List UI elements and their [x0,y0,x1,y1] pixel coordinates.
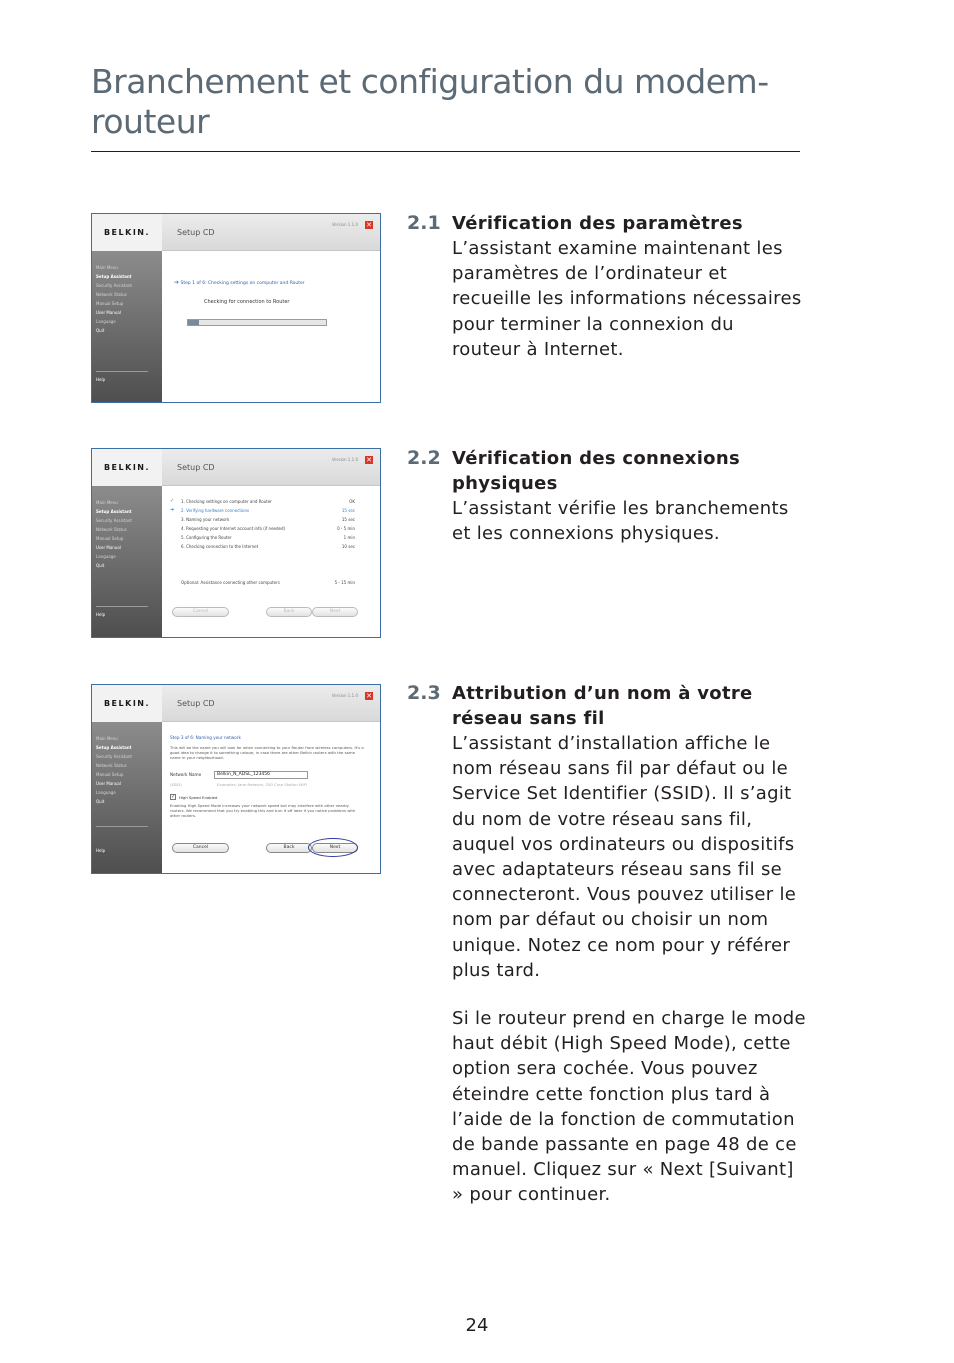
list-item-label: 3. Naming your network [181,517,230,522]
list-item [170,516,355,523]
step-title [174,279,305,286]
next-button[interactable]: Next [312,843,358,853]
list-item [170,525,355,532]
app-header [92,214,380,251]
app-sidebar [92,486,162,638]
examples-text: Examples: Jane Network, 250 Corp Station WiFi [217,782,307,787]
step-body [452,446,807,546]
high-speed-label: High Speed Enabled [179,795,218,800]
close-icon[interactable]: ✕ [366,456,372,464]
sidebar-item-main-menu[interactable]: Main Menu [96,265,118,270]
sidebar-item-main-menu[interactable]: Main Menu [96,500,118,505]
sidebar-item-main-menu[interactable]: Main Menu [96,736,118,741]
list-item [170,534,355,541]
sidebar-item-setup-assistant[interactable]: Setup Assistant [96,274,132,279]
optional-row [170,579,355,586]
cancel-button[interactable]: Cancel [172,607,229,617]
sidebar-item-manual-setup[interactable]: Manual Setup [96,301,124,306]
sidebar-item-user-manual[interactable]: User Manual [96,781,121,786]
sidebar-item-user-manual[interactable]: User Manual [96,310,121,315]
step-text-2: Si le routeur prend en charge le mode haut débit (High Speed Mode), cette option sera cochée. Vous pouvez éteindre cette fonction plus tard à l’aide de la fonction de commutation de bande passante en page 48 de ce manuel. Cliquez sur « Next [Suivant] » pour continuer. [452,1008,806,1206]
screenshot-checking-settings [91,213,381,403]
app-main [162,251,380,403]
high-speed-note: Enabling High Speed Mode increases your network speed but may interfere with other nearby routers. We recommend that you try enabling this and turn it off later if you notice problems with other routers. [170,803,356,818]
list-item-time: 10 sec [341,544,355,549]
sidebar-item-language[interactable]: Language [96,790,116,795]
brand-logo: BELKIN. [92,214,162,251]
page-title: Branchement et configuration du modem-routeur [91,62,769,141]
sidebar-item-network-status[interactable]: Network Status [96,527,127,532]
sidebar-item-quit[interactable]: Quit [96,563,105,568]
step-text: L’assistant d’installation affiche le nom réseau sans fil par défaut ou le Service Set Identifier (SSID). Il s’agit du nom de votre réseau sans fil, auquel vos ordinateurs ou dispositifs avec adaptateurs réseau sans fil se connecteront. Vous pouvez utiliser le nom par défaut ou choisir un nom unique. Notez ce nom pour y référer plus tard. [452,733,797,981]
list-item-label: 5. Configuring the Router [181,535,232,540]
step-number: 2.1 [407,212,441,234]
step-title-text: Step 1 of 6: Checking settings on computer and Router [180,281,305,286]
step-heading: Attribution d’un nom à votre réseau sans fil [452,683,753,729]
app-main [162,722,380,874]
network-name-label: Network Name [170,772,202,777]
sidebar-item-user-manual[interactable]: User Manual [96,545,121,550]
sidebar-item-quit[interactable]: Quit [96,328,105,333]
arrow-right-icon: ➔ [170,507,175,513]
checkmark-icon: ✓ [170,498,175,504]
cancel-button[interactable]: Cancel [172,843,229,853]
sidebar-item-manual-setup[interactable]: Manual Setup [96,536,124,541]
back-button[interactable]: Back [266,843,312,853]
app-sidebar [92,251,162,403]
sidebar-item-help[interactable]: Help [96,612,106,617]
list-item-time: 15 sec [341,508,355,513]
sidebar-item-network-status[interactable]: Network Status [96,292,127,297]
sidebar-item-security-assistant[interactable]: Security Assistant [96,283,132,288]
app-header [92,449,380,486]
highlight-ring [308,838,358,857]
status-text: Checking for connection to Router [204,299,290,305]
list-item-label: 1. Checking settings on computer and Router [181,499,272,504]
app-sidebar [92,722,162,874]
step-text: L’assistant examine maintenant les paramètres de l’ordinateur et recueille les informations nécessaires pour terminer la connexion du routeur à Internet. [452,238,802,360]
step-body [452,211,807,362]
step-heading: Vérification des paramètres [452,213,743,234]
close-icon[interactable]: ✕ [366,221,372,229]
progress-fill [188,320,199,325]
progress-bar [187,319,327,326]
list-item-time: 0 - 5 min [337,526,355,531]
brand-logo: BELKIN. [92,449,162,486]
sidebar-divider [96,606,148,607]
app-title: Setup CD [177,228,215,237]
list-item-time: 15 sec [341,517,355,522]
app-main [162,486,380,638]
step-number: 2.2 [407,447,441,469]
sidebar-item-setup-assistant[interactable]: Setup Assistant [96,509,132,514]
step-number: 2.3 [407,682,441,704]
arrow-right-icon: ➔ [174,279,180,286]
list-item [170,498,355,505]
app-title: Setup CD [177,463,215,472]
sidebar-item-manual-setup[interactable]: Manual Setup [96,772,124,777]
version-label: Version 1.1.0 [331,457,358,462]
sidebar-item-help[interactable]: Help [96,848,106,853]
step-title: Step 3 of 6: Naming your network [170,735,241,740]
list-item-time: 1 min [343,535,355,540]
high-speed-checkbox[interactable]: ✓ [171,794,176,800]
step-heading: Vérification des connexions physiques [452,448,740,494]
sidebar-item-language[interactable]: Language [96,319,116,324]
close-icon[interactable]: ✕ [366,692,372,700]
screenshot-naming-network [91,684,381,874]
sidebar-item-help[interactable]: Help [96,377,106,382]
sidebar-item-network-status[interactable]: Network Status [96,763,127,768]
brand-logo: BELKIN. [92,685,162,722]
version-label: Version 1.1.0 [331,693,358,698]
step-body [452,681,807,1208]
back-button[interactable]: Back [266,607,312,617]
optional-label: Optional: Assistance connecting other computers [181,580,280,585]
step-text: L’assistant vérifie les branchements et les connexions physiques. [452,498,789,545]
intro-text: This will be the name you will look for when connecting to your Router from wireless computers. It's a good idea to change it to something unique, in case there are other Belkin routers with the same name in your neighborhood. [170,745,364,760]
screenshot-verifying-connections [91,448,381,638]
sidebar-item-quit[interactable]: Quit [96,799,105,804]
list-item-label: 2. Verifying hardware connections [181,508,250,513]
list-item-label: 6. Checking connection to the Internet [181,544,259,549]
sidebar-divider [96,826,148,827]
list-item-label: 4. Requesting your Internet account info (if needed) [181,526,286,531]
list-item-time: OK [349,499,355,504]
ssid-label: (SSID) [170,782,182,787]
list-item [170,543,355,550]
page-number: 24 [465,1315,489,1336]
sidebar-item-security-assistant[interactable]: Security Assistant [96,518,132,523]
sidebar-item-setup-assistant[interactable]: Setup Assistant [96,745,132,750]
app-header [92,685,380,722]
network-name-input[interactable]: Belkin_N_ADSL_123456 [214,771,308,779]
optional-time: 5 - 15 min [334,580,355,585]
title-divider [91,151,800,152]
list-item [170,507,355,514]
sidebar-divider [96,371,148,372]
next-button[interactable]: Next [312,607,358,617]
sidebar-item-language[interactable]: Language [96,554,116,559]
version-label: Version 1.1.0 [331,222,358,227]
app-title: Setup CD [177,699,215,708]
sidebar-item-security-assistant[interactable]: Security Assistant [96,754,132,759]
